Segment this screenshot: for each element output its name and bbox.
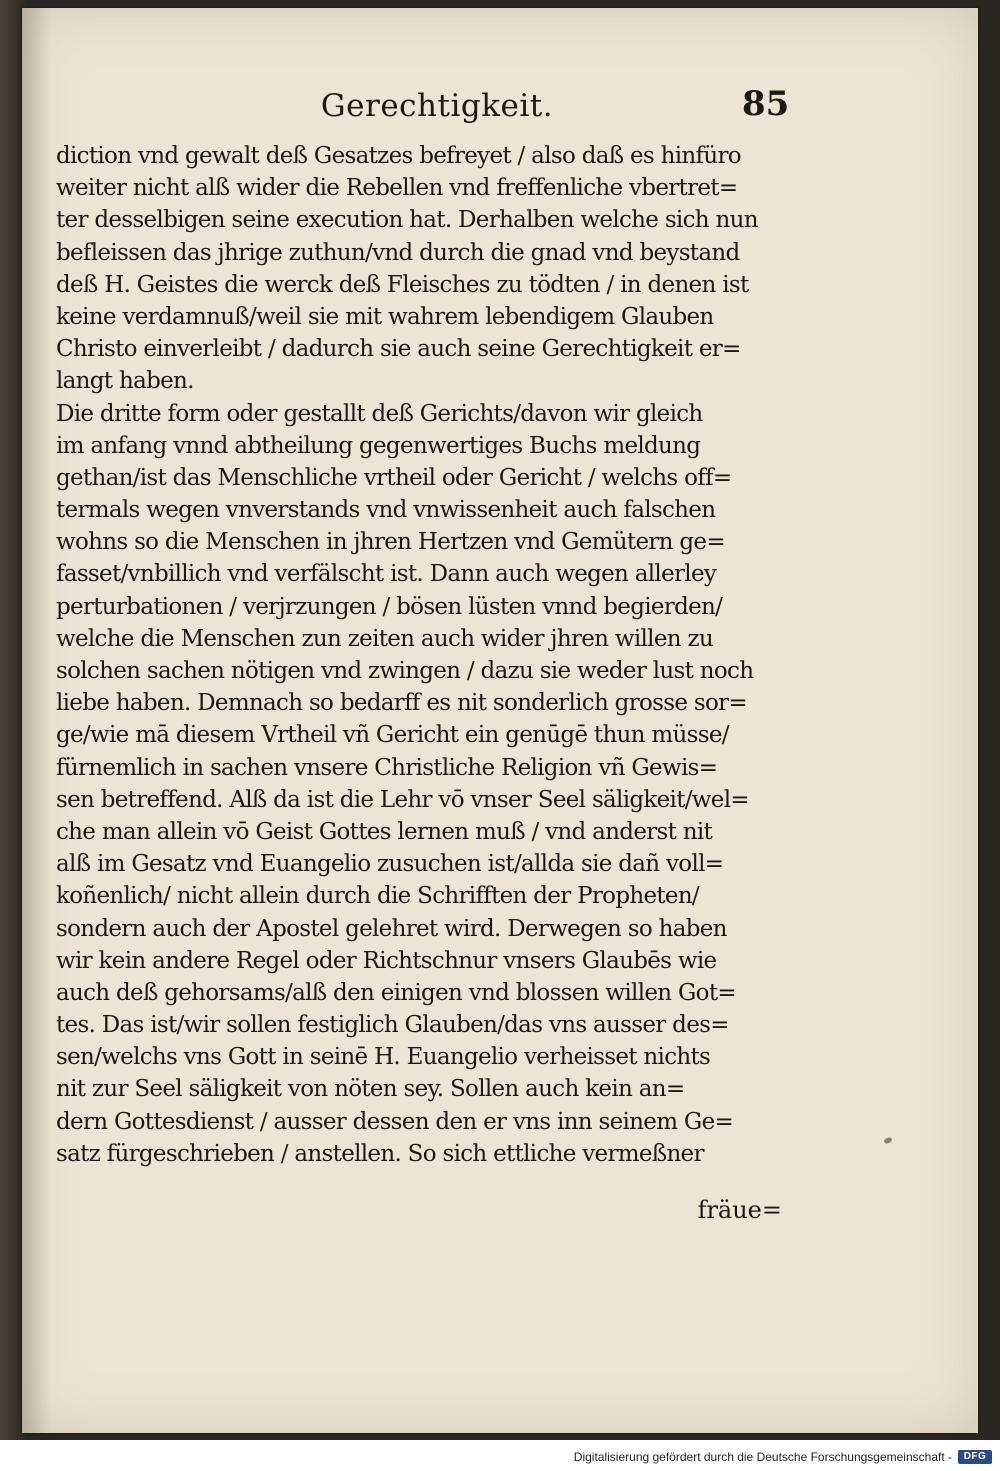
catchword: fräue= — [697, 1196, 782, 1224]
text-line: weiter nicht alß wider die Rebellen vnd freffenliche vbertret= — [56, 175, 738, 202]
text-line: koñenlich/ nicht allein durch die Schrifften der Propheten/ — [56, 883, 699, 910]
text-line: solchen sachen nötigen vnd zwingen / dazu sie weder lust noch — [56, 658, 754, 684]
text-line: diction vnd gewalt deß Gesatzes befreyet / also daß es hinfüro — [56, 143, 741, 169]
text-line: deß H. Geistes die werck deß Fleisches zu tödten / in denen ist — [56, 271, 749, 298]
text-line: ter desselbigen seine execution hat. Derhalben welche sich nun — [56, 207, 758, 234]
text-line: sen/welchs vns Gott in seinē H. Euangelio verheisset nichts — [56, 1044, 711, 1071]
text-block — [56, 140, 796, 1170]
paper-speck — [883, 1137, 892, 1145]
text-line: befleissen das jhrige zuthun/vnd durch die gnad vnd beystand — [56, 239, 740, 266]
text-line: wohns so die Menschen in jhren Hertzen vnd Gemütern ge= — [56, 529, 725, 556]
text-line: auch deß gehorsams/alß den einigen vnd blossen willen Got= — [56, 979, 736, 1006]
text-line: dern Gottesdienst / ausser dessen den er vns inn seinem Ge= — [56, 1108, 734, 1135]
text-line: fürnemlich in sachen vnsere Christliche Religion vñ Gewis= — [56, 754, 718, 781]
running-head: Gerechtigkeit. — [320, 88, 554, 124]
text-line: langt haben. — [56, 368, 194, 395]
funding-credit: Digitalisierung gefördert durch die Deutsche Forschungsgemeinschaft - — [573, 1450, 952, 1464]
text-line: nit zur Seel säligkeit von nöten sey. Sollen auch kein an= — [56, 1076, 685, 1103]
page-gutter-shadow — [22, 8, 50, 1433]
text-line: sen betreffend. Alß da ist die Lehr vō vnser Seel säligkeit/wel= — [56, 786, 749, 813]
book-page — [22, 8, 978, 1433]
dfg-logo-icon: DFG — [958, 1450, 992, 1464]
text-line: che man allein vō Geist Gottes lernen muß / vnd anderst nit — [56, 818, 713, 845]
text-line: keine verdamnuß/weil sie mit wahrem lebendigem Glauben — [56, 303, 714, 330]
text-line: welche die Menschen zun zeiten auch wider jhren willen zu — [56, 625, 714, 652]
folio-number: 85 — [742, 84, 790, 124]
footer-bar — [0, 1444, 1000, 1471]
text-line: alß im Gesatz vnd Euangelio zusuchen ist/allda sie dañ voll= — [56, 851, 724, 878]
text-line: gethan/ist das Menschliche vrtheil oder Gericht / welchs off= — [56, 464, 732, 491]
text-line: ge/wie mā diesem Vrtheil vñ Gericht ein genūgē thun müsse/ — [56, 722, 729, 749]
text-line: liebe haben. Demnach so bedarff es nit sonderlich grosse sor= — [56, 690, 747, 717]
text-line: termals wegen vnverstands vnd vnwissenheit auch falschen — [56, 497, 716, 524]
text-line: Die dritte form oder gestallt deß Gerichts/davon wir gleich — [56, 400, 703, 427]
text-line: satz fürgeschrieben / anstellen. So sich ettliche vermeßner — [56, 1140, 704, 1167]
text-line: wir kein andere Regel oder Richtschnur vnsers Glaubēs wie — [56, 947, 717, 974]
text-line: sondern auch der Apostel gelehret wird. Derwegen so haben — [56, 915, 727, 942]
text-line: perturbationen / verjrzungen / bösen lüsten vnnd begierden/ — [56, 593, 723, 620]
text-line: fasset/vnbillich vnd verfälscht ist. Dann auch wegen allerley — [56, 561, 717, 588]
text-line: tes. Das ist/wir sollen festiglich Glauben/das vns ausser des= — [56, 1012, 729, 1039]
text-line: im anfang vnnd abtheilung gegenwertiges Buchs meldung — [56, 432, 701, 459]
text-line: Christo einverleibt / dadurch sie auch seine Gerechtigkeit er= — [56, 336, 741, 363]
